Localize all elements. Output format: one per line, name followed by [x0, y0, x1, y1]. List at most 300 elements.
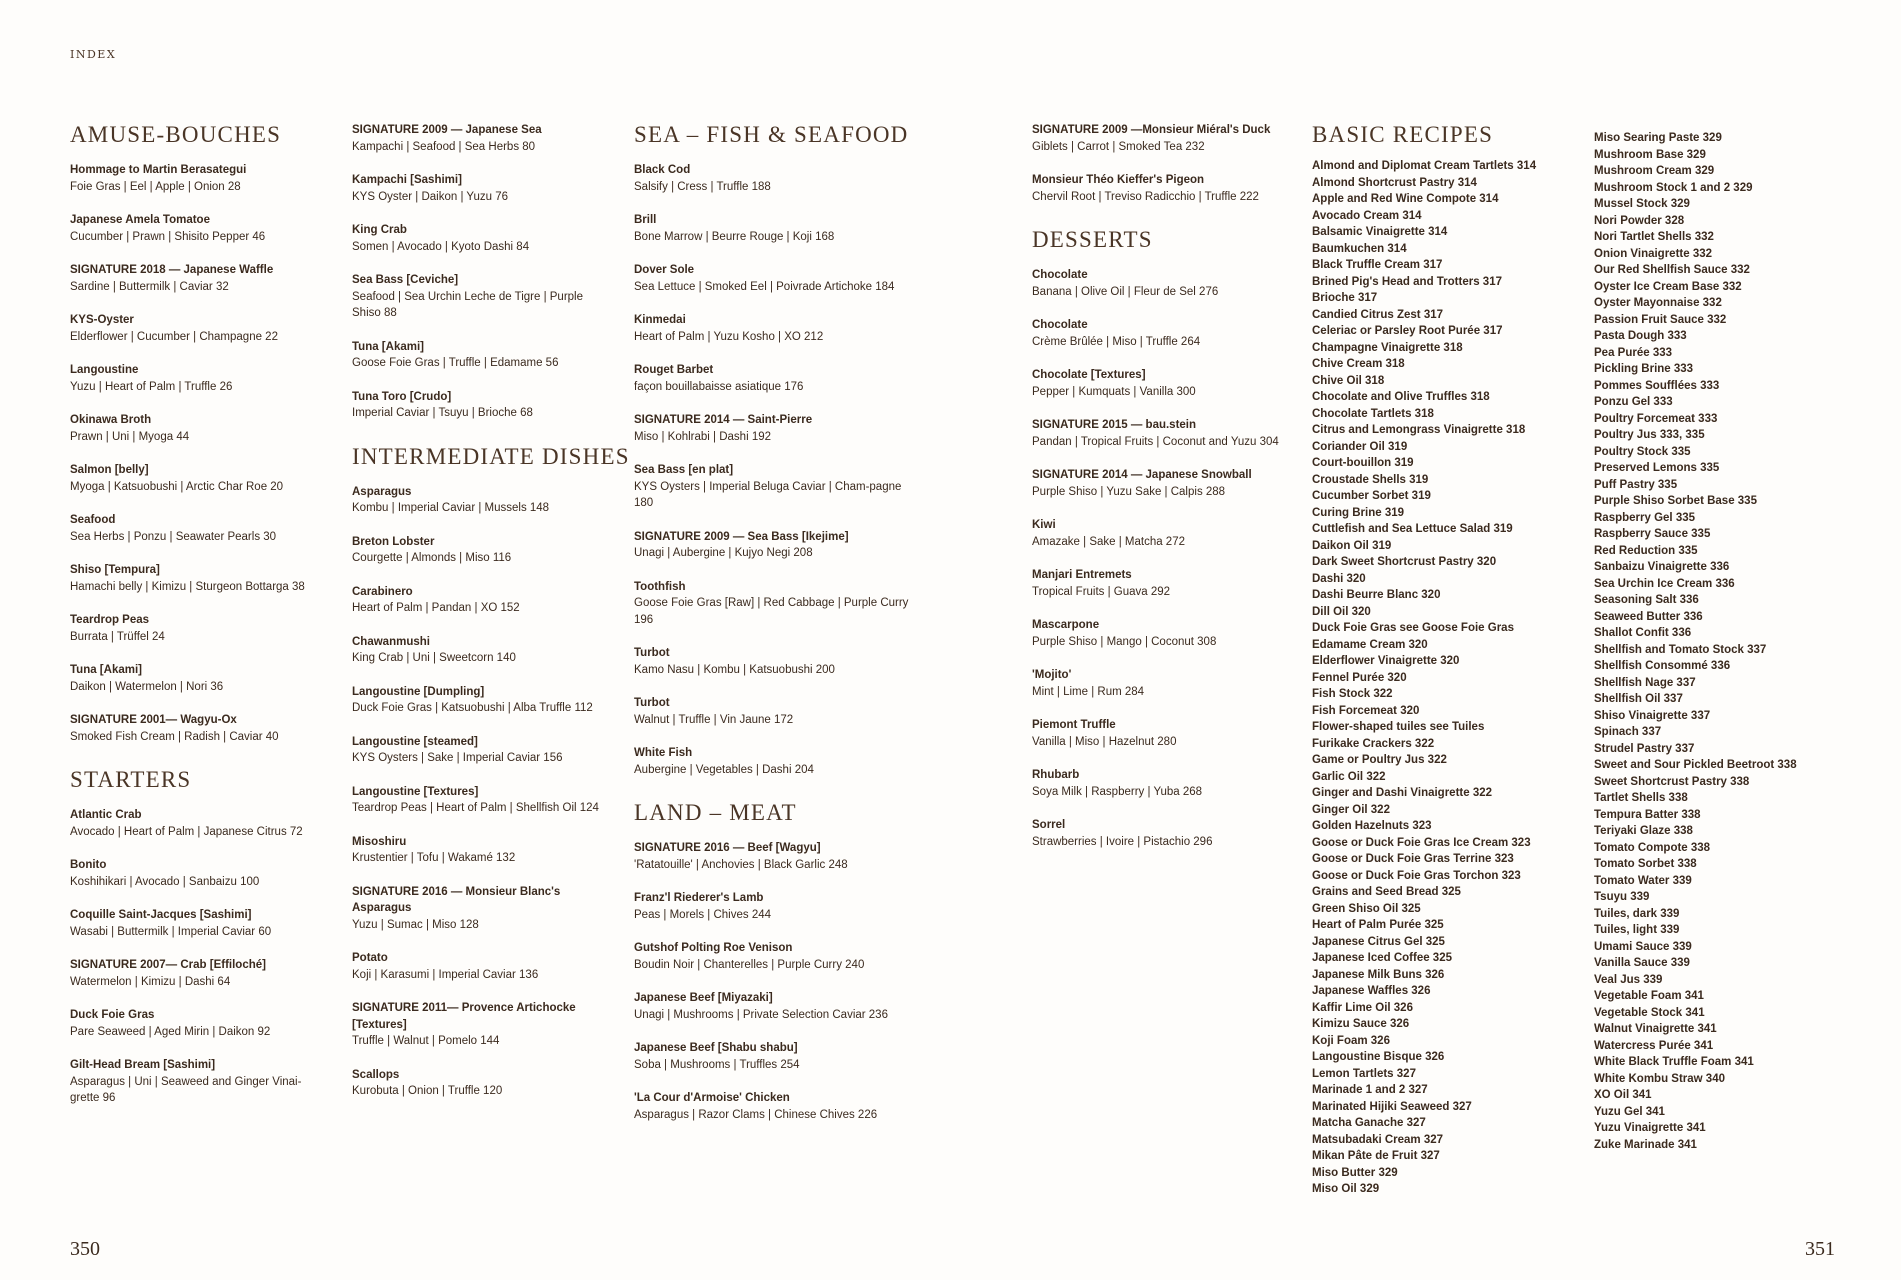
index-entry — [70, 212, 305, 245]
index-entry — [1032, 367, 1302, 400]
recipe-item: Edamame Cream 320 — [1312, 638, 1428, 651]
index-column-1 — [70, 122, 305, 1129]
entry-name: SIGNATURE 2001— Wagyu-Ox — [70, 714, 237, 726]
recipe-item: XO Oil 341 — [1594, 1089, 1652, 1101]
index-entry — [70, 1007, 305, 1040]
recipe-item: Baumkuchen 314 — [1312, 242, 1407, 255]
recipe-item: Flower-shaped tuiles see Tuiles — [1312, 721, 1485, 733]
entry-details: Aubergine | Vegetables | Dashi 204 — [634, 763, 814, 776]
recipe-item: Pickling Brine 333 — [1594, 363, 1694, 375]
recipe-item: Passion Fruit Sauce 332 — [1594, 313, 1727, 326]
recipe-item: Kimizu Sauce 326 — [1312, 1018, 1410, 1030]
recipe-item: White Black Truffle Foam 341 — [1594, 1056, 1754, 1068]
index-entry — [352, 950, 612, 983]
recipe-item: Vanilla Sauce 339 — [1594, 957, 1690, 969]
recipe-item: Marinade 1 and 2 327 — [1312, 1084, 1428, 1096]
index-entry — [70, 907, 305, 940]
entry-name: Manjari Entremets — [1032, 569, 1132, 581]
entry-name: SIGNATURE 2011— Provence Artichocke [Textures] — [352, 1002, 576, 1031]
entry-details: Tropical Fruits | Guava 292 — [1032, 585, 1171, 598]
recipe-item: Onion Vinaigrette 332 — [1594, 247, 1713, 260]
index-entry — [634, 212, 909, 245]
entry-name: Japanese Beef [Miyazaki] — [634, 992, 773, 1004]
recipe-item: Tomato Water 339 — [1594, 874, 1692, 887]
entry-details: Smoked Fish Cream | Radish | Caviar 40 — [70, 730, 279, 743]
entry-name: Teardrop Peas — [70, 614, 150, 626]
recipe-item: Fennel Purée 320 — [1312, 671, 1407, 684]
entry-name: Gilt-Head Bream [Sashimi] — [70, 1059, 216, 1071]
section-title-amuse-bouches: AMUSE-BOUCHES — [70, 122, 282, 147]
page-number-right: 351 — [1805, 1238, 1835, 1260]
entry-details: Kamo Nasu | Kombu | Katsuobushi 200 — [634, 663, 835, 676]
entry-name: Langoustine [steamed] — [352, 735, 478, 748]
index-entry — [352, 534, 612, 567]
recipe-item: Curing Brine 319 — [1312, 506, 1405, 519]
entry-details: Bone Marrow | Beurre Rouge | Koji 168 — [634, 230, 835, 243]
recipe-item: Grains and Seed Bread 325 — [1312, 886, 1461, 898]
entry-name: SIGNATURE 2018 — Japanese Waffle — [70, 264, 274, 276]
entry-details: Pepper | Kumquats | Vanilla 300 — [1032, 385, 1196, 398]
section-title-sea-fish-seafood: SEA – FISH & SEAFOOD — [634, 122, 909, 147]
index-entry — [1032, 617, 1302, 650]
entry-name: Langoustine — [70, 364, 139, 376]
entry-details: Myoga | Katsuobushi | Arctic Char Roe 20 — [70, 480, 284, 493]
recipe-item: Green Shiso Oil 325 — [1312, 902, 1421, 915]
index-entry — [634, 412, 909, 445]
entry-name: Black Cod — [634, 164, 691, 176]
recipe-item: Game or Poultry Jus 322 — [1312, 754, 1447, 766]
index-entry — [352, 1000, 612, 1050]
recipe-item: Strudel Pastry 337 — [1594, 742, 1695, 755]
entry-name: Monsieur Théo Kieffer's Pigeon — [1032, 174, 1205, 186]
index-entry — [634, 990, 909, 1023]
index-entry — [70, 712, 305, 745]
entry-details: Seafood | Sea Urchin Leche de Tigre | Purple Shiso 88 — [352, 290, 584, 319]
entry-details: Purple Shiso | Mango | Coconut 308 — [1032, 635, 1217, 648]
entry-name: Chocolate — [1032, 319, 1088, 331]
index-entry — [352, 389, 612, 422]
index-section — [352, 443, 630, 1100]
index-entry — [634, 840, 909, 873]
index-section — [1032, 122, 1302, 205]
entry-details: Purple Shiso | Yuzu Sake | Calpis 288 — [1032, 485, 1226, 498]
recipe-item: Sea Urchin Ice Cream 336 — [1594, 577, 1735, 590]
entry-details: Boudin Noir | Chanterelles | Purple Curry 240 — [634, 958, 865, 971]
entry-name: SIGNATURE 2016 — Monsieur Blanc's Asparagus — [352, 885, 561, 914]
section-title-land-meat: LAND – MEAT — [634, 800, 797, 825]
recipe-item: Poultry Stock 335 — [1594, 445, 1691, 458]
recipe-item: Preserved Lemons 335 — [1594, 462, 1720, 474]
recipe-item: Goose or Duck Foie Gras Ice Cream 323 — [1312, 836, 1531, 849]
index-entry — [70, 312, 305, 345]
index-entry — [1032, 267, 1302, 300]
entry-details: Yuzu | Sumac | Miso 128 — [352, 918, 479, 931]
entry-details: Kampachi | Seafood | Sea Herbs 80 — [352, 140, 536, 153]
entry-details: Miso | Kohlrabi | Dashi 192 — [634, 430, 772, 443]
entry-name: Rouget Barbet — [634, 364, 714, 376]
entry-name: Langoustine [Textures] — [352, 785, 479, 798]
entry-details: Soba | Mushrooms | Truffles 254 — [634, 1058, 800, 1071]
recipe-item: Raspberry Sauce 335 — [1594, 528, 1711, 540]
recipe-item: Japanese Waffles 326 — [1312, 985, 1431, 997]
index-entry — [1032, 667, 1302, 700]
recipe-item: Kaffir Lime Oil 326 — [1312, 1001, 1413, 1014]
index-entry — [352, 684, 612, 717]
entry-name: Breton Lobster — [352, 535, 435, 548]
recipe-item: Brined Pig's Head and Trotters 317 — [1312, 275, 1502, 288]
entry-details: Pandan | Tropical Fruits | Coconut and Yuzu 304 — [1032, 435, 1279, 448]
recipe-item: Tomato Compote 338 — [1594, 841, 1711, 854]
recipe-item: Fish Forcemeat 320 — [1312, 704, 1420, 717]
entry-details: Strawberries | Ivoire | Pistachio 296 — [1032, 835, 1213, 848]
index-section — [70, 767, 305, 1107]
recipe-item: Tartlet Shells 338 — [1594, 792, 1688, 804]
recipe-item: Avocado Cream 314 — [1312, 209, 1422, 222]
entry-details: Asparagus | Razor Clams | Chinese Chives 226 — [634, 1108, 878, 1121]
recipe-item: Ginger and Dashi Vinaigrette 322 — [1312, 787, 1493, 799]
recipe-item: Watercress Purée 341 — [1594, 1039, 1714, 1052]
entry-details: Wasabi | Buttermilk | Imperial Caviar 60 — [70, 925, 272, 938]
index-entry — [1032, 317, 1302, 350]
entry-details: Heart of Palm | Yuzu Kosho | XO 212 — [634, 330, 824, 343]
index-entry — [352, 734, 612, 767]
recipe-item: Heart of Palm Purée 325 — [1312, 919, 1444, 931]
index-entry — [634, 579, 909, 629]
entry-details: Koshihikari | Avocado | Sanbaizu 100 — [70, 875, 260, 888]
index-entry — [1032, 172, 1302, 205]
recipe-item: Nori Powder 328 — [1594, 214, 1685, 227]
index-entry — [634, 1090, 909, 1123]
index-entry — [70, 362, 305, 395]
recipe-item: Umami Sauce 339 — [1594, 940, 1692, 953]
entry-details: KYS Oysters | Sake | Imperial Caviar 156 — [352, 752, 563, 764]
index-entry — [1032, 817, 1302, 850]
entry-name: Japanese Beef [Shabu shabu] — [634, 1042, 798, 1054]
recipe-item: Champagne Vinaigrette 318 — [1312, 341, 1463, 354]
recipe-item: Celeriac or Parsley Root Purée 317 — [1312, 325, 1503, 337]
entry-details: Courgette | Almonds | Miso 116 — [352, 552, 512, 564]
entry-details: Elderflower | Cucumber | Champagne 22 — [70, 330, 278, 343]
section-title-desserts: DESSERTS — [1032, 227, 1153, 252]
entry-details: Goose Foie Gras [Raw] | Red Cabbage | Purple Curry 196 — [634, 597, 909, 626]
recipe-item: Vegetable Stock 341 — [1594, 1006, 1705, 1019]
recipe-item: Poultry Jus 333, 335 — [1594, 429, 1705, 441]
index-entry — [634, 695, 909, 728]
recipe-item: Duck Foie Gras see Goose Foie Gras — [1312, 622, 1514, 634]
recipe-item: Nori Tartlet Shells 332 — [1594, 231, 1714, 243]
recipe-item: Mushroom Cream 329 — [1594, 165, 1715, 177]
entry-details: Unagi | Mushrooms | Private Selection Caviar 236 — [634, 1008, 888, 1021]
entry-details: Watermelon | Kimizu | Dashi 64 — [70, 975, 231, 988]
recipe-item: Tsuyu 339 — [1594, 891, 1650, 903]
entry-details: Giblets | Carrot | Smoked Tea 232 — [1032, 140, 1205, 153]
entry-name: Sea Bass [Ceviche] — [352, 274, 459, 286]
recipe-item: Shellfish Oil 337 — [1594, 693, 1683, 705]
index-entry — [352, 122, 612, 155]
entry-name: Salmon [belly] — [70, 464, 149, 476]
recipe-item: Yuzu Vinaigrette 341 — [1594, 1122, 1706, 1134]
index-entry — [70, 262, 305, 295]
recipe-item: Daikon Oil 319 — [1312, 539, 1392, 552]
index-entry — [352, 784, 612, 817]
index-entry — [352, 484, 612, 517]
entry-name: Kinmedai — [634, 314, 686, 326]
entry-name: King Crab — [352, 224, 407, 236]
index-entry — [70, 662, 305, 695]
index-section — [634, 122, 909, 778]
entry-name: Brill — [634, 214, 657, 226]
entry-details: Asparagus | Uni | Seaweed and Ginger Vinai-grette 96 — [70, 1075, 302, 1104]
recipe-item: Miso Searing Paste 329 — [1594, 132, 1722, 144]
index-entry — [352, 834, 612, 867]
recipe-item: Goose or Duck Foie Gras Terrine 323 — [1312, 853, 1514, 865]
recipe-item: Sweet Shortcrust Pastry 338 — [1594, 775, 1750, 788]
recipe-item: Purple Shiso Sorbet Base 335 — [1594, 495, 1757, 507]
entry-details: Burrata | Trüffel 24 — [70, 630, 165, 643]
section-title-basic-recipes: BASIC RECIPES — [1312, 122, 1494, 147]
index-entry — [1032, 517, 1302, 550]
index-entry — [1032, 767, 1302, 800]
entry-name: SIGNATURE 2007— Crab [Effiloché] — [70, 959, 266, 971]
recipe-item: Marinated Hijiki Seaweed 327 — [1312, 1100, 1472, 1113]
index-entry — [634, 529, 909, 562]
index-entry — [1032, 417, 1302, 450]
recipe-item: Shellfish Consommé 336 — [1594, 660, 1731, 672]
recipe-list — [1312, 158, 1572, 1198]
entry-name: Okinawa Broth — [70, 414, 152, 426]
recipe-item: Seaweed Butter 336 — [1594, 610, 1703, 623]
entry-name: SIGNATURE 2015 — bau.stein — [1032, 419, 1197, 431]
index-entry — [352, 172, 612, 205]
entry-name: Hommage to Martin Berasategui — [70, 164, 247, 176]
recipe-item: Coriander Oil 319 — [1312, 440, 1408, 453]
section-title-starters: STARTERS — [70, 767, 192, 792]
recipe-item: White Kombu Straw 340 — [1594, 1072, 1725, 1085]
recipe-item: Tuiles, dark 339 — [1594, 907, 1680, 920]
entry-name: Tuna [Akami] — [352, 340, 424, 353]
recipe-item: Zuke Marinade 341 — [1594, 1138, 1697, 1151]
entry-details: Vanilla | Miso | Hazelnut 280 — [1032, 735, 1177, 748]
recipe-item: Japanese Milk Buns 326 — [1312, 968, 1445, 981]
page-header-label: INDEX — [70, 48, 117, 61]
index-section — [1032, 227, 1302, 850]
entry-details: Foie Gras | Eel | Apple | Onion 28 — [70, 180, 241, 193]
entry-name: Bonito — [70, 859, 107, 871]
entry-name: Langoustine [Dumpling] — [352, 685, 485, 698]
recipe-item: Lemon Tartlets 327 — [1312, 1067, 1416, 1080]
recipe-item: Almond and Diplomat Cream Tartlets 314 — [1312, 160, 1537, 172]
recipe-item: Pasta Dough 333 — [1594, 330, 1687, 342]
recipe-item: Spinach 337 — [1594, 726, 1662, 738]
entry-name: Kampachi [Sashimi] — [352, 174, 462, 186]
recipe-item: Pea Purée 333 — [1594, 346, 1673, 359]
entry-name: Potato — [352, 952, 388, 964]
recipe-item: Oyster Mayonnaise 332 — [1594, 297, 1722, 309]
recipe-item: Oyster Ice Cream Base 332 — [1594, 280, 1742, 293]
entry-name: SIGNATURE 2009 — Japanese Sea — [352, 124, 542, 136]
basic-recipes-column-1 — [1312, 122, 1572, 1198]
entry-details: Crème Brûlée | Miso | Truffle 264 — [1032, 335, 1201, 348]
index-section — [634, 800, 909, 1123]
recipe-item: Seasoning Salt 336 — [1594, 594, 1699, 606]
recipe-item: Elderflower Vinaigrette 320 — [1312, 655, 1460, 667]
recipe-item: Vegetable Foam 341 — [1594, 990, 1704, 1002]
entry-details: Unagi | Aubergine | Kujyo Negi 208 — [634, 547, 813, 559]
recipe-item: Matsubadaki Cream 327 — [1312, 1133, 1444, 1146]
entry-name: Shiso [Tempura] — [70, 564, 160, 576]
entry-details: Cucumber | Prawn | Shisito Pepper 46 — [70, 230, 266, 243]
entry-details: Teardrop Peas | Heart of Palm | Shellfish Oil 124 — [352, 802, 599, 814]
entry-name: SIGNATURE 2014 — Saint-Pierre — [634, 414, 813, 426]
entry-name: 'Mojito' — [1032, 669, 1072, 681]
recipe-item: Balsamic Vinaigrette 314 — [1312, 226, 1448, 238]
entry-details: Koji | Karasumi | Imperial Caviar 136 — [352, 968, 539, 981]
index-entry — [70, 612, 305, 645]
recipe-item: Sweet and Sour Pickled Beetroot 338 — [1594, 759, 1797, 771]
entry-details: Chervil Root | Treviso Radicchio | Truffle 222 — [1032, 190, 1259, 203]
index-entry — [352, 272, 612, 322]
entry-details: Soya Milk | Raspberry | Yuba 268 — [1032, 785, 1203, 798]
index-entry — [70, 857, 305, 890]
recipe-item: Mushroom Base 329 — [1594, 148, 1706, 161]
recipe-item: Dill Oil 320 — [1312, 605, 1371, 618]
recipe-item: Miso Butter 329 — [1312, 1166, 1398, 1179]
entry-name: Seafood — [70, 514, 116, 526]
entry-details: Amazake | Sake | Matcha 272 — [1032, 535, 1185, 548]
recipe-item: Puff Pastry 335 — [1594, 478, 1678, 491]
entry-name: Duck Foie Gras — [70, 1009, 155, 1021]
recipe-item: Raspberry Gel 335 — [1594, 511, 1696, 524]
entry-details: Hamachi belly | Kimizu | Sturgeon Bottarga 38 — [70, 580, 305, 593]
entry-name: Dover Sole — [634, 264, 695, 276]
index-entry — [70, 162, 305, 195]
recipe-item: Veal Jus 339 — [1594, 973, 1663, 986]
entry-details: KYS Oyster | Daikon | Yuzu 76 — [352, 190, 508, 203]
entry-details: Heart of Palm | Pandan | XO 152 — [352, 602, 520, 614]
entry-details: Sea Herbs | Ponzu | Seawater Pearls 30 — [70, 530, 277, 543]
entry-name: Misoshiru — [352, 835, 407, 848]
entry-name: 'La Cour d'Armoise' Chicken — [634, 1092, 790, 1104]
entry-details: Duck Foie Gras | Katsuobushi | Alba Truffle 112 — [352, 702, 593, 714]
entry-name: Tuna Toro [Crudo] — [352, 390, 452, 403]
entry-details: Goose Foie Gras | Truffle | Edamame 56 — [352, 357, 559, 369]
index-column-4 — [1032, 122, 1302, 872]
index-column-2 — [352, 122, 630, 1122]
entry-name: Turbot — [634, 647, 670, 659]
entry-name: Franz'l Riederer's Lamb — [634, 892, 764, 904]
recipe-item: Ginger Oil 322 — [1312, 803, 1390, 816]
entry-details: Yuzu | Heart of Palm | Truffle 26 — [70, 380, 233, 393]
entry-details: Daikon | Watermelon | Nori 36 — [70, 680, 224, 693]
index-entry — [634, 312, 909, 345]
entry-name: Asparagus — [352, 485, 412, 498]
recipe-item: Court-bouillon 319 — [1312, 457, 1414, 469]
index-entry — [634, 890, 909, 923]
recipe-item: Mussel Stock 329 — [1594, 198, 1690, 210]
entry-name: Coquille Saint-Jacques [Sashimi] — [70, 909, 252, 921]
index-entry — [352, 1067, 612, 1100]
recipe-item: Japanese Citrus Gel 325 — [1312, 935, 1445, 948]
index-entry — [70, 807, 305, 840]
recipe-item: Langoustine Bisque 326 — [1312, 1051, 1445, 1063]
recipe-item: Golden Hazelnuts 323 — [1312, 820, 1432, 832]
recipe-item: Our Red Shellfish Sauce 332 — [1594, 264, 1750, 276]
index-entry — [70, 512, 305, 545]
index-entry — [1032, 567, 1302, 600]
recipe-item: Yuzu Gel 341 — [1594, 1105, 1665, 1118]
recipe-item: Tempura Batter 338 — [1594, 808, 1701, 821]
recipe-item: Mikan Pâte de Fruit 327 — [1312, 1150, 1440, 1162]
entry-name: Chawanmushi — [352, 635, 430, 648]
index-column-3 — [634, 122, 909, 1145]
entry-details: Imperial Caviar | Tsuyu | Brioche 68 — [352, 407, 533, 419]
recipe-item: Shallot Confit 336 — [1594, 627, 1692, 639]
entry-details: Peas | Morels | Chives 244 — [634, 908, 772, 921]
index-entry — [634, 262, 909, 295]
entry-details: Mint | Lime | Rum 284 — [1032, 685, 1145, 698]
recipe-item: Chocolate Tartlets 318 — [1312, 407, 1434, 420]
entry-details: façon bouillabaisse asiatique 176 — [634, 380, 804, 393]
recipe-item: Black Truffle Cream 317 — [1312, 259, 1443, 271]
entry-name: Gutshof Polting Roe Venison — [634, 942, 793, 954]
entry-name: Sea Bass [en plat] — [634, 464, 734, 476]
index-entry — [70, 462, 305, 495]
entry-details: Salsify | Cress | Truffle 188 — [634, 180, 771, 193]
index-entry — [70, 957, 305, 990]
recipe-item: Chocolate and Olive Truffles 318 — [1312, 391, 1490, 403]
entry-name: Mascarpone — [1032, 619, 1100, 631]
index-entry — [70, 1057, 305, 1107]
index-entry — [352, 339, 612, 372]
recipe-item: Chive Cream 318 — [1312, 358, 1405, 370]
recipe-item: Tuiles, light 339 — [1594, 924, 1680, 936]
entry-details: Sea Lettuce | Smoked Eel | Poivrade Artichoke 184 — [634, 280, 895, 293]
entry-name: SIGNATURE 2009 — Sea Bass [Ikejime] — [634, 530, 849, 543]
index-entry — [634, 162, 909, 195]
recipe-item: Ponzu Gel 333 — [1594, 396, 1673, 408]
recipe-item: Goose or Duck Foie Gras Torchon 323 — [1312, 869, 1521, 882]
recipe-item: Walnut Vinaigrette 341 — [1594, 1023, 1717, 1035]
entry-details: Walnut | Truffle | Vin Jaune 172 — [634, 713, 794, 726]
recipe-item: Chive Oil 318 — [1312, 374, 1385, 387]
index-entry — [634, 645, 909, 678]
recipe-item: Almond Shortcrust Pastry 314 — [1312, 176, 1477, 189]
recipe-item: Apple and Red Wine Compote 314 — [1312, 193, 1499, 205]
index-entry — [70, 412, 305, 445]
entry-name: Chocolate — [1032, 269, 1088, 281]
index-entry — [634, 462, 909, 512]
index-entry — [634, 940, 909, 973]
entry-name: White Fish — [634, 747, 693, 759]
recipe-item: Red Reduction 335 — [1594, 544, 1698, 557]
entry-name: Sorrel — [1032, 819, 1066, 831]
section-title-intermediate-dishes: INTERMEDIATE DISHES — [352, 443, 630, 469]
entry-name: Rhubarb — [1032, 769, 1080, 781]
page-number-left: 350 — [70, 1238, 100, 1260]
entry-details: King Crab | Uni | Sweetcorn 140 — [352, 652, 516, 664]
entry-details: Kurobuta | Onion | Truffle 120 — [352, 1085, 503, 1097]
recipe-item: Tomato Sorbet 338 — [1594, 858, 1697, 870]
recipe-item: Cuttlefish and Sea Lettuce Salad 319 — [1312, 523, 1513, 535]
entry-details: Prawn | Uni | Myoga 44 — [70, 430, 190, 443]
entry-name: Piemont Truffle — [1032, 719, 1116, 731]
index-entry — [634, 745, 909, 778]
entry-name: Kiwi — [1032, 519, 1056, 531]
recipe-item: Mushroom Stock 1 and 2 329 — [1594, 181, 1753, 194]
index-entry — [352, 634, 612, 667]
entry-name: Toothfish — [634, 580, 686, 593]
recipe-item: Furikake Crackers 322 — [1312, 737, 1435, 750]
